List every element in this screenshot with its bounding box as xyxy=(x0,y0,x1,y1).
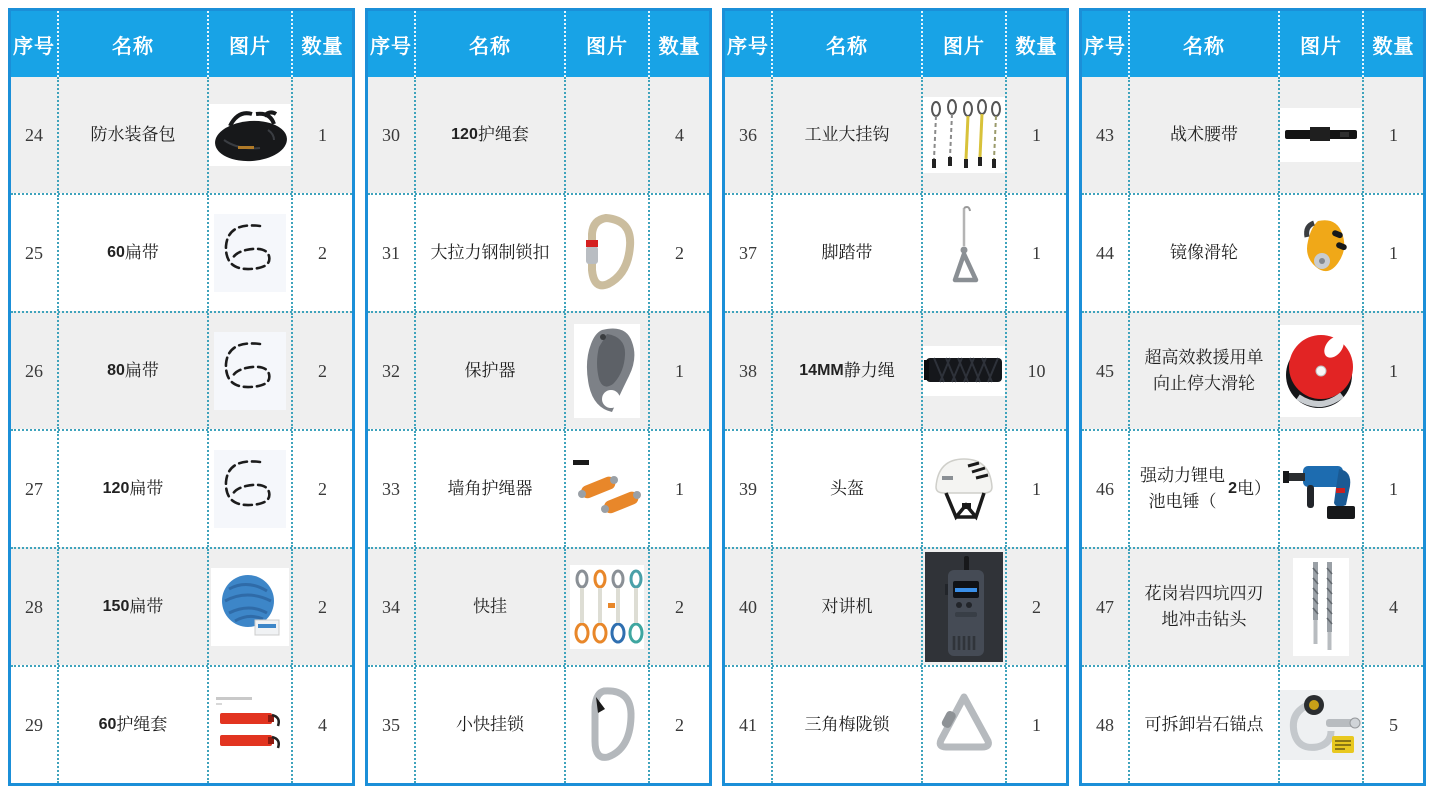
item-quantity-cell: 2 xyxy=(291,195,352,311)
drill-bits-icon xyxy=(1293,558,1349,656)
item-image-cell xyxy=(207,549,291,665)
item-name-cell: 120 扁带 xyxy=(57,431,207,547)
header-cell-qty: 数量 xyxy=(291,11,352,77)
row-number-cell: 40 xyxy=(739,596,757,617)
row-number-cell: 38 xyxy=(739,360,757,381)
item-quantity-cell: 1 xyxy=(1005,431,1066,547)
table-row xyxy=(11,77,352,193)
sling-loop-icon xyxy=(214,450,286,528)
row-number-cell: 33 xyxy=(382,478,400,499)
table-row xyxy=(725,193,1066,311)
item-quantity-cell: 2 xyxy=(648,549,709,665)
item-image-cell xyxy=(1278,195,1362,311)
row-number-cell: 31 xyxy=(382,242,400,263)
row-number-cell: 36 xyxy=(739,124,757,145)
item-name-cell: 花岗岩四坑四刃地冲击钻头 xyxy=(1128,549,1278,665)
item-quantity-cell: 1 xyxy=(1005,77,1066,193)
table-row xyxy=(1082,547,1423,665)
tactical-belt-icon xyxy=(1280,108,1362,162)
helmet-icon xyxy=(922,447,1005,531)
table-header-row xyxy=(1082,11,1423,77)
header-cell-name: 名称 xyxy=(771,11,921,77)
table-row xyxy=(725,547,1066,665)
item-quantity-cell: 1 xyxy=(1005,195,1066,311)
item-name-cell: 脚踏带 xyxy=(771,195,921,311)
item-quantity-cell: 1 xyxy=(648,313,709,429)
equipment-table xyxy=(1079,8,1426,786)
item-quantity-cell: 1 xyxy=(1362,195,1423,311)
item-image-cell xyxy=(207,667,291,783)
table-row xyxy=(11,665,352,783)
equipment-table xyxy=(722,8,1069,786)
item-image-cell xyxy=(564,667,648,783)
item-quantity-cell: 1 xyxy=(1362,313,1423,429)
item-image-cell xyxy=(921,77,1005,193)
item-image-cell xyxy=(564,313,648,429)
table-header-row xyxy=(368,11,709,77)
item-quantity-cell: 2 xyxy=(648,667,709,783)
row-number-cell: 41 xyxy=(739,714,757,735)
table-row xyxy=(1082,193,1423,311)
item-name-cell: 战术腰带 xyxy=(1128,77,1278,193)
header-cell-image: 图片 xyxy=(564,11,648,77)
item-name-cell: 60 扁带 xyxy=(57,195,207,311)
table-row xyxy=(368,429,709,547)
table-header-row xyxy=(725,11,1066,77)
table-row xyxy=(11,547,352,665)
item-quantity-cell: 10 xyxy=(1005,313,1066,429)
item-name-cell: 可拆卸岩石锚点 xyxy=(1128,667,1278,783)
table-row xyxy=(725,77,1066,193)
rope-protectors-icon xyxy=(208,691,291,759)
item-quantity-cell: 4 xyxy=(291,667,352,783)
item-image-cell xyxy=(921,431,1005,547)
row-number-cell: 47 xyxy=(1096,596,1114,617)
table-row xyxy=(1082,77,1423,193)
item-image-cell xyxy=(921,667,1005,783)
table-header-row xyxy=(11,11,352,77)
item-image-cell xyxy=(564,549,648,665)
item-image-cell xyxy=(921,195,1005,311)
item-quantity-cell: 2 xyxy=(291,549,352,665)
item-name-cell: 头盔 xyxy=(771,431,921,547)
header-cell-image: 图片 xyxy=(921,11,1005,77)
row-number-cell: 45 xyxy=(1096,360,1114,381)
static-rope-icon xyxy=(922,346,1005,396)
triangle-maillon-icon xyxy=(927,689,1001,761)
row-number-cell: 43 xyxy=(1096,124,1114,145)
header-cell-qty: 数量 xyxy=(648,11,709,77)
item-quantity-cell: 1 xyxy=(1362,431,1423,547)
header-cell-name: 名称 xyxy=(414,11,564,77)
steel-locking-carabiner-icon xyxy=(572,210,642,296)
table-row xyxy=(11,193,352,311)
item-quantity-cell: 2 xyxy=(291,313,352,429)
item-image-cell xyxy=(1278,549,1362,665)
item-quantity-cell: 4 xyxy=(648,77,709,193)
item-image-cell xyxy=(921,313,1005,429)
row-number-cell: 30 xyxy=(382,124,400,145)
item-image-cell xyxy=(207,431,291,547)
item-image-cell xyxy=(207,77,291,193)
row-number-cell: 27 xyxy=(25,478,43,499)
table-row xyxy=(1082,429,1423,547)
sling-loop-icon xyxy=(214,332,286,410)
item-image-cell xyxy=(921,549,1005,665)
equipment-table xyxy=(365,8,712,786)
item-name-cell: 150 扁带 xyxy=(57,549,207,665)
item-image-cell xyxy=(207,313,291,429)
header-cell-qty: 数量 xyxy=(1005,11,1066,77)
industrial-hooks-icon xyxy=(923,97,1005,173)
item-image-cell xyxy=(1278,77,1362,193)
belay-device-icon xyxy=(574,324,640,418)
table-row xyxy=(368,311,709,429)
row-number-cell: 26 xyxy=(25,360,43,381)
item-name-cell: 60 护绳套 xyxy=(57,667,207,783)
row-number-cell: 46 xyxy=(1096,478,1114,499)
item-quantity-cell: 4 xyxy=(1362,549,1423,665)
item-quantity-cell: 1 xyxy=(648,431,709,547)
row-number-cell: 29 xyxy=(25,714,43,735)
row-number-cell: 32 xyxy=(382,360,400,381)
item-name-cell: 强动力锂电池电锤（ 2 电） xyxy=(1128,431,1278,547)
item-quantity-cell: 2 xyxy=(1005,549,1066,665)
item-name-cell: 大拉力钢制锁扣 xyxy=(414,195,564,311)
item-quantity-cell: 2 xyxy=(648,195,709,311)
header-cell-no: 序号 xyxy=(727,35,769,58)
item-image-cell xyxy=(1278,431,1362,547)
item-image-cell xyxy=(207,195,291,311)
table-row xyxy=(725,665,1066,783)
table-row xyxy=(11,429,352,547)
item-quantity-cell: 2 xyxy=(291,431,352,547)
item-name-cell: 小快挂锁 xyxy=(414,667,564,783)
duffel-bag-icon xyxy=(208,104,291,166)
row-number-cell: 37 xyxy=(739,242,757,263)
row-number-cell: 25 xyxy=(25,242,43,263)
row-number-cell: 48 xyxy=(1096,714,1114,735)
equipment-table xyxy=(8,8,355,786)
header-cell-no: 序号 xyxy=(13,35,55,58)
item-name-cell: 墙角护绳器 xyxy=(414,431,564,547)
header-cell-no: 序号 xyxy=(370,35,412,58)
item-image-cell xyxy=(1278,667,1362,783)
table-row xyxy=(368,193,709,311)
hammer-drill-icon xyxy=(1281,452,1361,526)
item-quantity-cell: 5 xyxy=(1362,667,1423,783)
table-row xyxy=(1082,665,1423,783)
header-cell-image: 图片 xyxy=(1278,11,1362,77)
red-pulley-icon xyxy=(1279,325,1362,417)
quickdraw-set-icon xyxy=(570,565,644,649)
table-row xyxy=(1082,311,1423,429)
table-row xyxy=(725,429,1066,547)
item-name-cell: 防水装备包 xyxy=(57,77,207,193)
header-cell-name: 名称 xyxy=(57,11,207,77)
rock-anchor-icon xyxy=(1280,690,1362,760)
item-name-cell: 保护器 xyxy=(414,313,564,429)
item-quantity-cell: 1 xyxy=(1362,77,1423,193)
table-row xyxy=(11,311,352,429)
item-quantity-cell: 1 xyxy=(291,77,352,193)
table-row xyxy=(368,665,709,783)
row-number-cell: 35 xyxy=(382,714,400,735)
item-image-cell xyxy=(564,195,648,311)
edge-roller-icon xyxy=(567,454,647,524)
small-carabiner-icon xyxy=(574,681,640,769)
table-row xyxy=(725,311,1066,429)
item-name-cell: 超高效救援用单向止停大滑轮 xyxy=(1128,313,1278,429)
item-name-cell: 14MM 静力绳 xyxy=(771,313,921,429)
row-number-cell: 28 xyxy=(25,596,43,617)
walkie-talkie-icon xyxy=(925,552,1003,662)
item-name-cell: 对讲机 xyxy=(771,549,921,665)
item-image-cell xyxy=(1278,313,1362,429)
item-image-cell xyxy=(564,77,648,193)
foot-strap-icon xyxy=(936,204,992,302)
table-row xyxy=(368,77,709,193)
item-image-cell xyxy=(564,431,648,547)
header-cell-image: 图片 xyxy=(207,11,291,77)
row-number-cell: 39 xyxy=(739,478,757,499)
item-name-cell: 三角梅陇锁 xyxy=(771,667,921,783)
item-name-cell: 快挂 xyxy=(414,549,564,665)
sling-loop-icon xyxy=(214,214,286,292)
item-name-cell: 工业大挂钩 xyxy=(771,77,921,193)
webbing-coil-icon xyxy=(211,568,289,646)
item-name-cell: 镜像滑轮 xyxy=(1128,195,1278,311)
item-quantity-cell: 1 xyxy=(1005,667,1066,783)
yellow-pulley-icon xyxy=(1290,215,1352,291)
row-number-cell: 34 xyxy=(382,596,400,617)
row-number-cell: 44 xyxy=(1096,242,1114,263)
table-row xyxy=(368,547,709,665)
header-cell-qty: 数量 xyxy=(1362,11,1423,77)
row-number-cell: 24 xyxy=(25,124,43,145)
header-cell-name: 名称 xyxy=(1128,11,1278,77)
item-name-cell: 120 护绳套 xyxy=(414,77,564,193)
header-cell-no: 序号 xyxy=(1084,35,1126,58)
item-name-cell: 80 扁带 xyxy=(57,313,207,429)
